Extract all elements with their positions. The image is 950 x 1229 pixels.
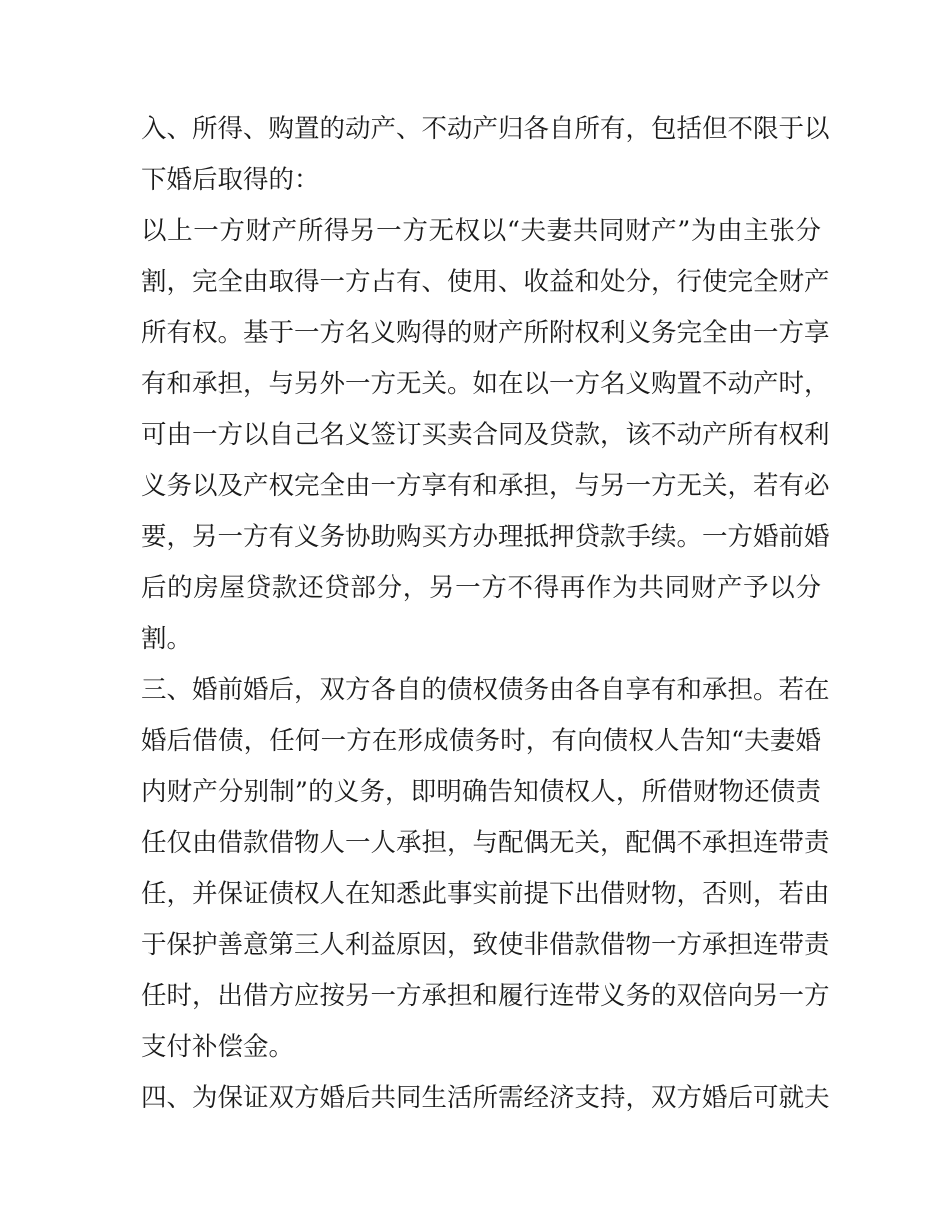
text-line: 入、所得、购置的动产、不动产归各自所有，包括但不限于以	[141, 114, 830, 144]
text-line: 割。	[141, 624, 193, 654]
text-line: 可由一方以自己名义签订买卖合同及贷款，该不动产所有权利	[141, 420, 830, 450]
text-line: 四、为保证双方婚后共同生活所需经济支持，双方婚后可就夫	[141, 1083, 830, 1113]
text-line: 任仅由借款借物人一人承担，与配偶无关，配偶不承担连带责	[141, 828, 830, 858]
text-line: 所有权。基于一方名义购得的财产所附权利义务完全由一方享	[141, 318, 830, 348]
text-line: 以上一方财产所得另一方无权以“夫妻共同财产”为由主张分	[141, 216, 821, 246]
text-line: 有和承担，与另外一方无关。如在以一方名义购置不动产时，	[141, 369, 830, 399]
text-line: 后的房屋贷款还贷部分，另一方不得再作为共同财产予以分	[141, 573, 821, 603]
text-line: 任，并保证债权人在知悉此事实前提下出借财物，否则，若由	[141, 879, 830, 909]
text-line: 内财产分别制”的义务，即明确告知债权人，所借财物还债责	[141, 777, 821, 807]
text-line: 于保护善意第三人利益原因，致使非借款借物一方承担连带责	[141, 930, 830, 960]
document-body	[141, 104, 830, 1124]
text-line: 下婚后取得的：	[141, 165, 320, 195]
text-line: 三、婚前婚后，双方各自的债权债务由各自享有和承担。若在	[141, 675, 830, 705]
text-line: 任时，出借方应按另一方承担和履行连带义务的双倍向另一方	[141, 981, 830, 1011]
text-line: 义务以及产权完全由一方享有和承担，与另一方无关，若有必	[141, 471, 830, 501]
text-line: 支付补偿金。	[141, 1032, 295, 1062]
text-line: 婚后借债，任何一方在形成债务时，有向债权人告知“夫妻婚	[141, 726, 821, 756]
text-line: 要，另一方有义务协助购买方办理抵押贷款手续。一方婚前婚	[141, 522, 830, 552]
text-line: 割，完全由取得一方占有、使用、收益和处分，行使完全财产	[141, 267, 830, 297]
